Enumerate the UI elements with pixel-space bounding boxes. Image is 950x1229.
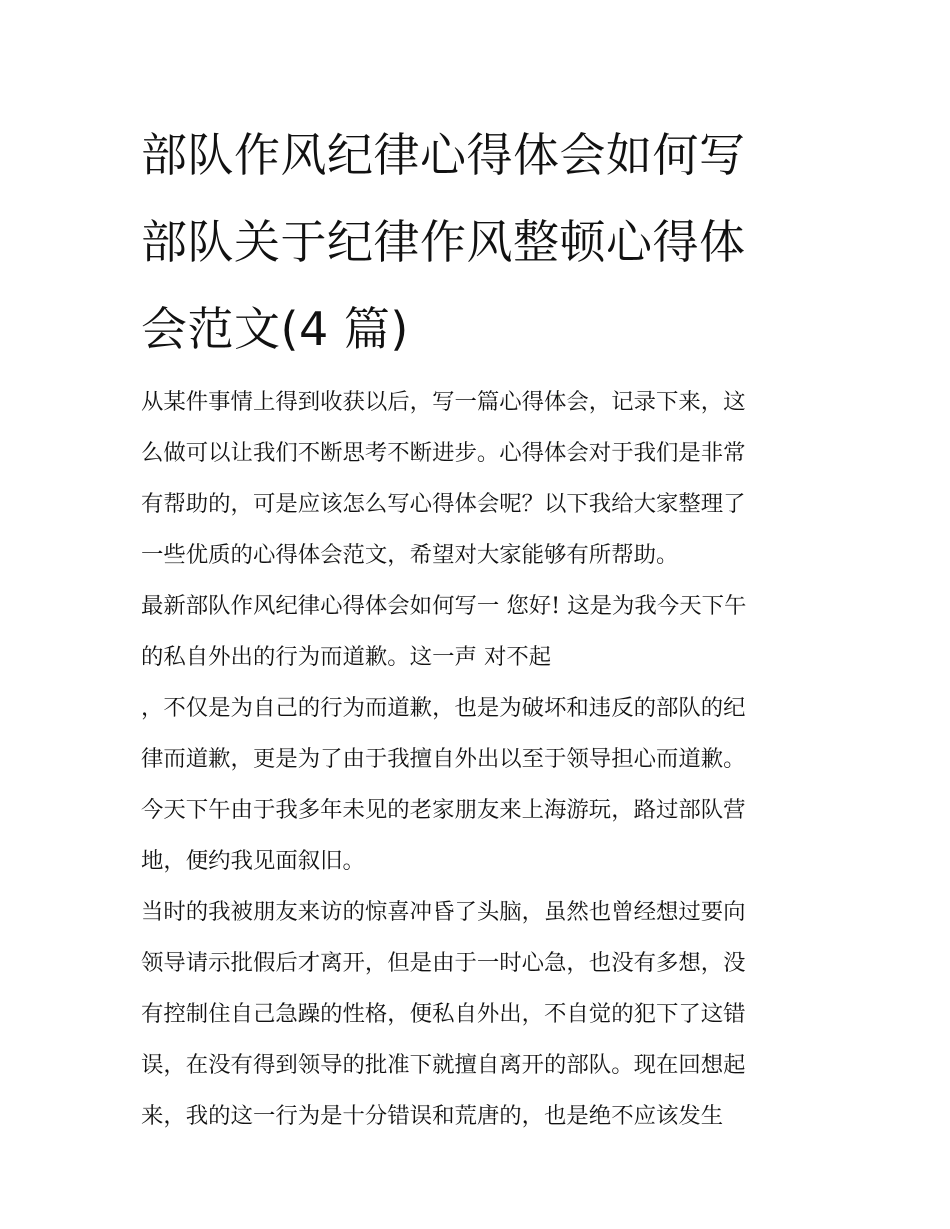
body-line: 么做可以让我们不断思考不断进步。心得体会对于我们是非常	[141, 440, 746, 466]
title-line: 会范文(4 篇)	[141, 302, 409, 356]
body-line: 领导请示批假后才离开，但是由于一时心急，也没有多想，没	[141, 950, 746, 976]
body-line: 当时的我被朋友来访的惊喜冲昏了头脑，虽然也曾经想过要向	[141, 899, 746, 925]
body-line: 今天下午由于我多年未见的老家朋友来上海游玩，路过部队营	[141, 797, 746, 823]
body-line: ，不仅是为自己的行为而道歉，也是为破坏和违反的部队的纪	[141, 695, 746, 721]
title-line: 部队作风纪律心得体会如何写	[141, 128, 746, 182]
document-content	[141, 112, 813, 1142]
title-line: 部队关于纪律作风整顿心得体	[141, 215, 746, 269]
body-line: 律而道歉，更是为了由于我擅自外出以至于领导担心而道歉。	[141, 746, 746, 772]
body-line: 误，在没有得到领导的批准下就擅自离开的部队。现在回想起	[141, 1052, 746, 1078]
body-line: 的私自外出的行为而道歉。这一声 对不起	[141, 644, 552, 670]
body-line: 来，我的这一行为是十分错误和荒唐的，也是绝不应该发生	[141, 1103, 724, 1129]
body-line: 从某件事情上得到收获以后，写一篇心得体会，记录下来，这	[141, 389, 746, 415]
body-line: 有控制住自己急躁的性格，便私自外出，不自觉的犯下了这错	[141, 1001, 746, 1027]
document-body	[141, 377, 813, 1142]
body-line: 地，便约我见面叙旧。	[141, 848, 365, 874]
body-line: 有帮助的，可是应该怎么写心得体会呢？以下我给大家整理了	[141, 491, 746, 517]
body-line: 一些优质的心得体会范文，希望对大家能够有所帮助。	[141, 542, 679, 568]
document-title	[141, 112, 813, 373]
body-line: 最新部队作风纪律心得体会如何写一 您好! 这是为我今天下午	[141, 593, 747, 619]
